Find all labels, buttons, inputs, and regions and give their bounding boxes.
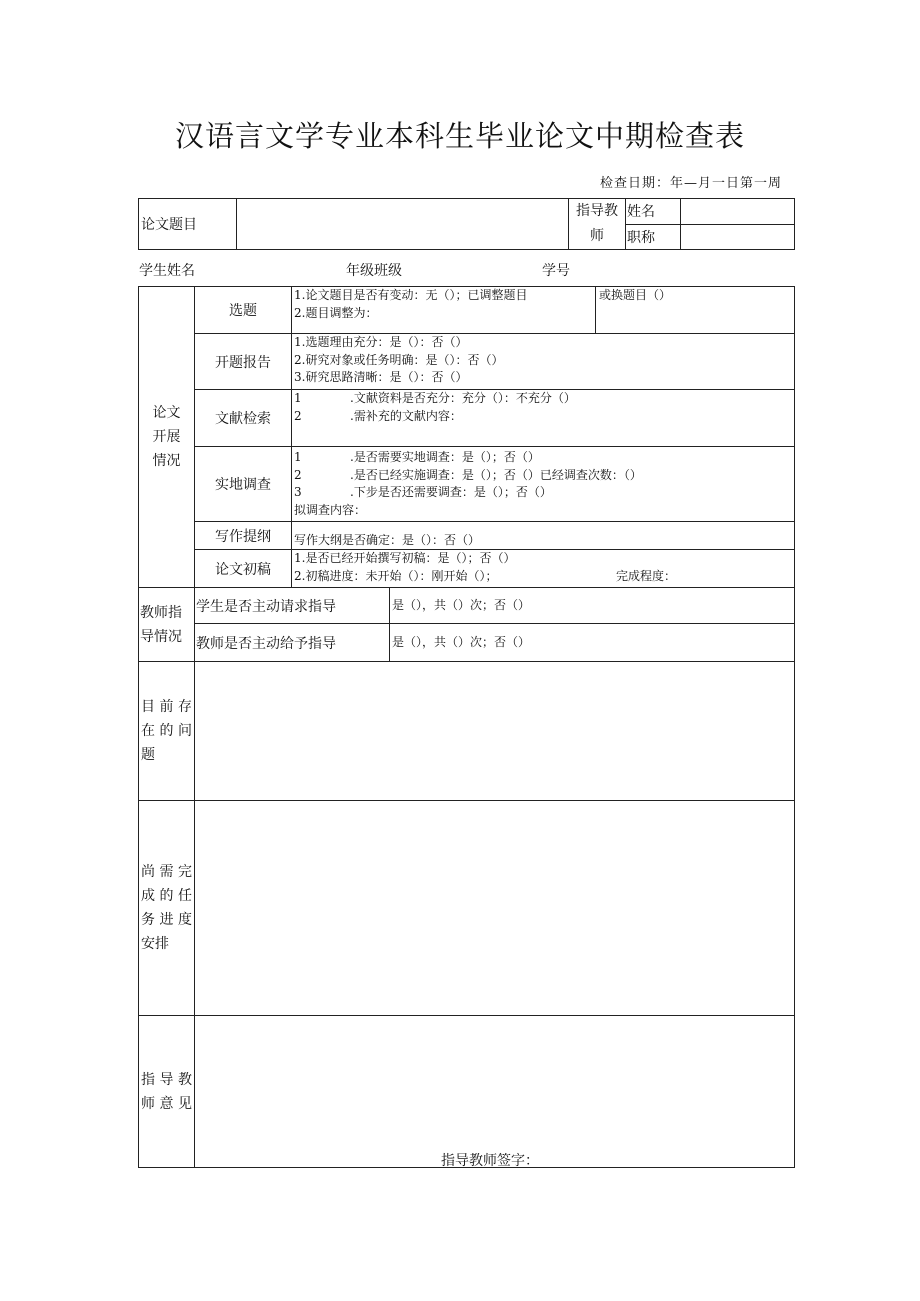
topic-label: 选题 [195, 287, 292, 334]
outline-label: 写作提纲 [195, 522, 292, 550]
proposal-content[interactable]: 1.选题理由充分：是（）：否（） 2.研究对象或任务明确：是（）：否（） 3.研究思路清晰：是（）：否（） [292, 334, 795, 390]
guidance-row1-value[interactable]: 是（），共（）次；否（） [390, 588, 795, 624]
literature-content[interactable]: 1 .文献资料是否充分：充分（）：不充分（） 2 .需补充的文献内容： [292, 390, 795, 447]
header-table [138, 198, 795, 250]
problems-label: 目前存 在的问 题 [139, 662, 195, 801]
student-name-label: 学生姓名 [139, 263, 195, 279]
advisor-opinion-label: 指导教 师意见 [139, 1016, 195, 1168]
grade-class-label: 年级班级 [346, 263, 402, 279]
main-table [138, 286, 795, 1168]
guidance-group-label: 教师指 导情况 [139, 588, 195, 662]
student-id-label: 学号 [542, 263, 570, 279]
guidance-row2-label: 教师是否主动给予指导 [195, 624, 390, 662]
fieldwork-content[interactable]: 1 .是否需要实地调查：是（）；否（） 2 .是否已经实施调查：是（）；否（）已经调查次数：（） 3 .下步是否还需要调查：是（）；否（） 拟调查内容： [292, 447, 795, 522]
remaining-tasks-field[interactable] [195, 801, 795, 1016]
draft-label: 论文初稿 [195, 550, 292, 588]
guidance-row2-value[interactable]: 是（），共（）次；否（） [390, 624, 795, 662]
advisor-signature-label: 指导教师签字： [441, 1153, 539, 1169]
guidance-row1-label: 学生是否主动请求指导 [195, 588, 390, 624]
progress-group-label: 论文 开展 情况 [139, 287, 195, 588]
advisor-opinion-field[interactable] [195, 1016, 795, 1168]
thesis-title-label: 论文题目 [139, 199, 237, 250]
student-info-row [139, 260, 794, 280]
literature-label: 文献检索 [195, 390, 292, 447]
proposal-label: 开题报告 [195, 334, 292, 390]
check-date: 检查日期：年—月一日第一周 [599, 176, 782, 191]
advisor-name-field[interactable] [681, 199, 795, 225]
topic-change-option[interactable]: 或换题目（） [596, 287, 795, 334]
outline-content[interactable]: 写作大纲是否确定：是（）：否（） [292, 522, 795, 550]
thesis-title-field[interactable] [237, 199, 569, 250]
problems-field[interactable] [195, 662, 795, 801]
advisor-rank-field[interactable] [681, 224, 795, 250]
page-title: 汉语言文学专业本科生毕业论文中期检查表 [174, 119, 745, 153]
advisor-label: 指导教 师 [569, 199, 626, 250]
advisor-name-label: 姓名 [626, 199, 681, 225]
fieldwork-label: 实地调查 [195, 447, 292, 522]
draft-content[interactable]: 1.是否已经开始撰写初稿：是（）；否（） 2.初稿进度：未开始（）：刚开始（）； 完成程度： [292, 550, 795, 588]
remaining-tasks-label: 尚需完 成的任 务进度 安排 [139, 801, 195, 1016]
topic-content[interactable]: 1.论文题目是否有变动：无（）；已调整题目 2.题目调整为： [292, 287, 596, 334]
advisor-rank-label: 职称 [626, 224, 681, 250]
